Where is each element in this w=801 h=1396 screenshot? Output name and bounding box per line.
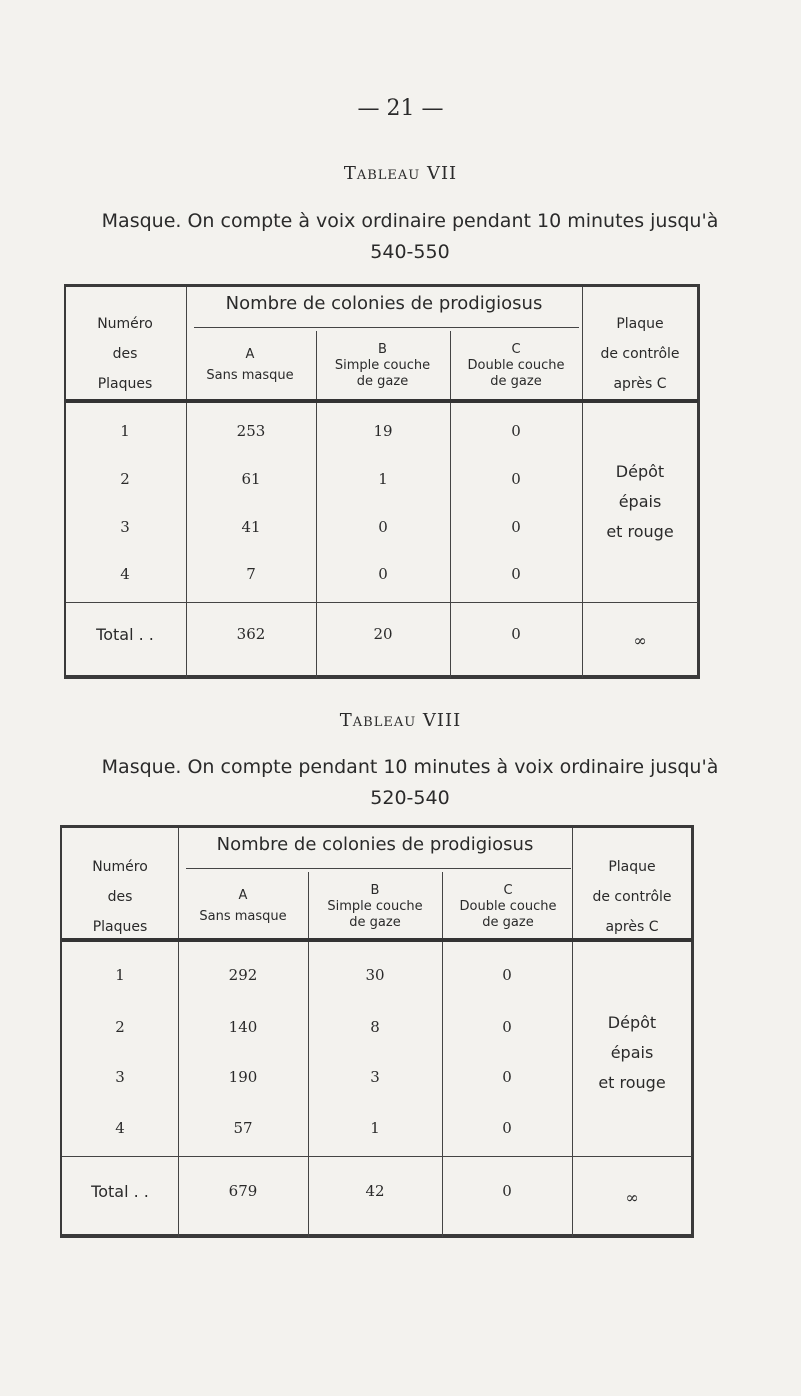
table-title-7: Tableau VII [343, 163, 458, 184]
cell-c: 0 [511, 422, 521, 440]
row-number: 4 [120, 565, 130, 583]
cell-b: 0 [378, 518, 388, 536]
header-col-a: A Sans masque [199, 888, 287, 924]
cell-a: 292 [228, 966, 258, 984]
table-7 [64, 284, 700, 679]
cell-a: 41 [241, 518, 261, 536]
cell-a: 190 [228, 1068, 258, 1086]
header-col-b: B Simple couche de gaze [334, 342, 431, 389]
header-col-a: A Sans masque [206, 347, 294, 383]
total-a: 679 [228, 1182, 258, 1200]
row-number: 1 [120, 422, 130, 440]
caption-line: 540-550 [370, 241, 450, 263]
cell-c: 0 [502, 1068, 512, 1086]
cell-c: 0 [502, 966, 512, 984]
total-a: 362 [236, 625, 266, 643]
cell-c: 0 [502, 1119, 512, 1137]
header-col-c: C Double couche de gaze [459, 883, 557, 930]
total-label: Total . . [96, 625, 154, 644]
cell-a: 140 [228, 1018, 258, 1036]
side-note: Dépôt épais et rouge [598, 1013, 666, 1092]
side-note: Dépôt épais et rouge [606, 462, 674, 541]
cell-b: 30 [365, 966, 385, 984]
row-number: 3 [115, 1068, 125, 1086]
total-label: Total . . [91, 1182, 149, 1201]
row-number: 2 [120, 470, 130, 488]
cell-b: 1 [370, 1119, 380, 1137]
total-b: 20 [373, 625, 393, 643]
total-plaque: ∞ [633, 631, 647, 650]
caption-line: 520-540 [370, 787, 450, 809]
total-c: 0 [511, 625, 521, 643]
cell-c: 0 [511, 518, 521, 536]
cell-c: 0 [511, 565, 521, 583]
table-title-8: Tableau VIII [339, 710, 462, 731]
cell-b: 3 [370, 1068, 380, 1086]
row-number: 2 [115, 1018, 125, 1036]
cell-b: 19 [373, 422, 393, 440]
cell-b: 1 [378, 470, 388, 488]
header-plaque: Plaque de contrôle après C [600, 316, 680, 392]
cell-a: 253 [236, 422, 266, 440]
header-col-c: C Double couche de gaze [467, 342, 565, 389]
table-caption-7 [60, 206, 760, 268]
row-number: 4 [115, 1119, 125, 1137]
cell-b: 8 [370, 1018, 380, 1036]
table-8 [60, 825, 694, 1238]
cell-a: 61 [241, 470, 261, 488]
cell-a: 57 [233, 1119, 253, 1137]
header-plaque: Plaque de contrôle après C [592, 859, 672, 935]
header-col-b: B Simple couche de gaze [327, 883, 423, 930]
table-caption-8 [60, 752, 760, 814]
header-group: Nombre de colonies de prodigiosus [225, 293, 543, 314]
cell-c: 0 [502, 1018, 512, 1036]
total-b: 42 [365, 1182, 385, 1200]
cell-a: 7 [246, 565, 256, 583]
total-c: 0 [502, 1182, 512, 1200]
cell-b: 0 [378, 565, 388, 583]
cell-c: 0 [511, 470, 521, 488]
header-group: Nombre de colonies de prodigiosus [216, 834, 534, 855]
caption-line: Masque. On compte à voix ordinaire pendant 10 minutes jusqu'à [101, 210, 719, 232]
header-numero: Numéro des Plaques [97, 316, 153, 392]
page-number: — 21 — [357, 96, 444, 121]
caption-line: Masque. On compte pendant 10 minutes à voix ordinaire jusqu'à [101, 756, 719, 778]
header-numero: Numéro des Plaques [92, 859, 148, 935]
row-number: 1 [115, 966, 125, 984]
row-number: 3 [120, 518, 130, 536]
total-plaque: ∞ [625, 1188, 639, 1207]
